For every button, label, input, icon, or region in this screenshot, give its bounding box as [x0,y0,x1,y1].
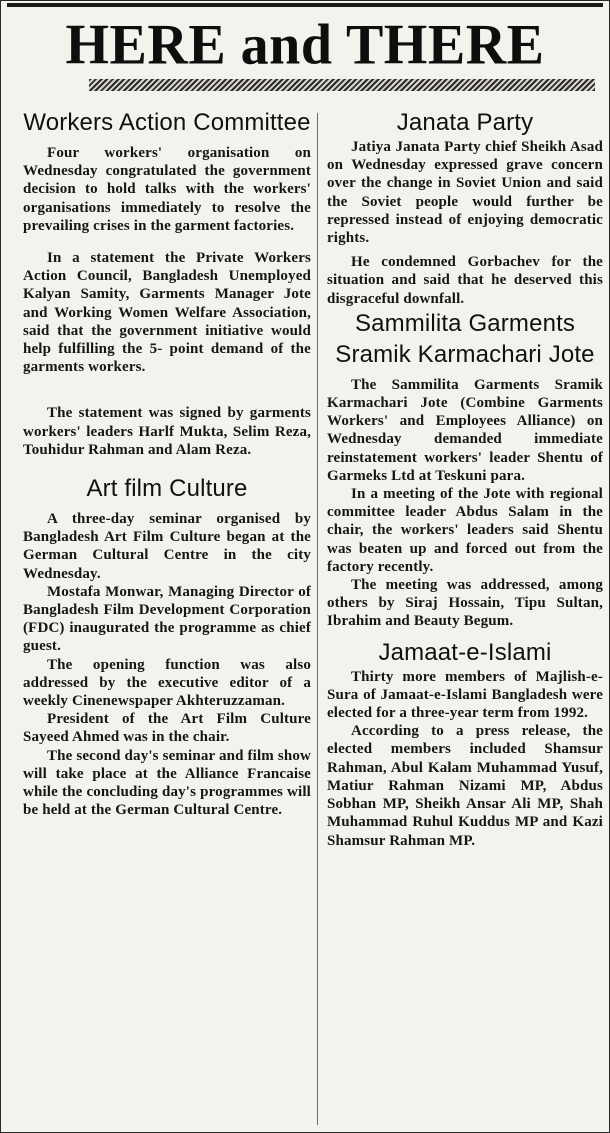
article-paragraph: President of the Art Film Culture Sayeed Ahmed was in the chair. [23,711,311,746]
headline-sammilita-garments: Sammilita Garments Sramik Karmachari Jote [335,309,595,368]
article-paragraph: Four workers' organisation on Wednesday congratulated the government decision to hold talks with the workers' organisations immediately to resolve the prevailing crises in the garment factories. [23,145,311,234]
article-paragraph: According to a press release, the elected members included Shamsur Rahman, Abul Kalam Muhammad Yusuf, Matiur Rahman Nizami MP, Abdus Sobhan MP, Sheikh Ansar Ali MP, Shah Muhammad Ruhul Kuddus MP and Kazi Shamsur Rahman MP. [327,723,603,849]
article-paragraph: The opening function was also addressed by the executive editor of a weekly Cinenewspaper Akhteruzzaman. [23,656,311,710]
article-paragraph: The statement was signed by garments workers' leaders Harlf Mukta, Selim Reza, Touhidur Rahman and Alam Reza. [23,405,311,458]
article-paragraph: In a statement the Private Workers Action Council, Bangladesh Unemployed Kalyan Samity, Garments Manager Jote and Working Women Welfare Association, said that the government initiative would help fulfilling the 5- point demand of the garments workers. [23,250,311,376]
article-paragraph: Thirty more members of Majlish-e-Sura of Jamaat-e-Islami Bangladesh were elected for a three-year term from 1992. [327,668,603,722]
masthead-hatch-rule [89,79,595,91]
masthead-title: HERE and THERE [65,13,545,77]
right-column [327,107,603,850]
article-art-film-culture [23,473,311,819]
article-janata-party [327,107,603,308]
headline-art-film-culture: Art film Culture [86,475,248,503]
article-paragraph: Jatiya Janata Party chief Sheikh Asad on Wednesday expressed grave concern over the change in Soviet Union and said the Soviet people would further be repressed instead of enjoying democratic rights. [327,139,603,247]
article-paragraph: The meeting was addressed, among others by Siraj Hossain, Tipu Sultan, Ibrahim and Beauty Begum. [327,577,603,630]
headline-workers-action-committee: Workers Action Committee [23,109,311,136]
article-paragraph: In a meeting of the Jote with regional committee leader Abdus Salam in the chair, the workers' leaders said Shentu was beaten up and forced out from the factory recently. [327,486,603,575]
article-jamaat-e-islami [327,637,603,850]
left-column [23,107,311,820]
article-paragraph: He condemned Gorbachev for the situation and said that he deserved this disgraceful downfall. [327,254,603,307]
article-paragraph: The Sammilita Garments Sramik Karmachari Jote (Combine Garments Workers' and Employees Alliance) on Wednesday demanded immediate reinstatement workers' leader Shentu of Garmeks Ltd at Teskuni para. [327,376,603,484]
article-sammilita-garments [327,308,603,631]
article-workers-action-committee [23,107,311,459]
column-divider [317,113,318,1125]
article-paragraph: Mostafa Monwar, Managing Director of Bangladesh Film Development Corporation (FDC) inaugurated the programme as chief guest. [23,583,311,655]
masthead [7,3,603,83]
headline-jamaat-e-islami: Jamaat-e-Islami [378,638,552,666]
article-paragraph: A three-day seminar organised by Bangladesh Art Film Culture began at the German Cultural Centre in the city Wednesday. [23,511,311,582]
headline-janata-party: Janata Party [396,109,534,136]
article-paragraph: The second day's seminar and film show will take place at the Alliance Francaise while the concluding day's programmes will be held at the German Cultural Centre. [23,747,311,819]
